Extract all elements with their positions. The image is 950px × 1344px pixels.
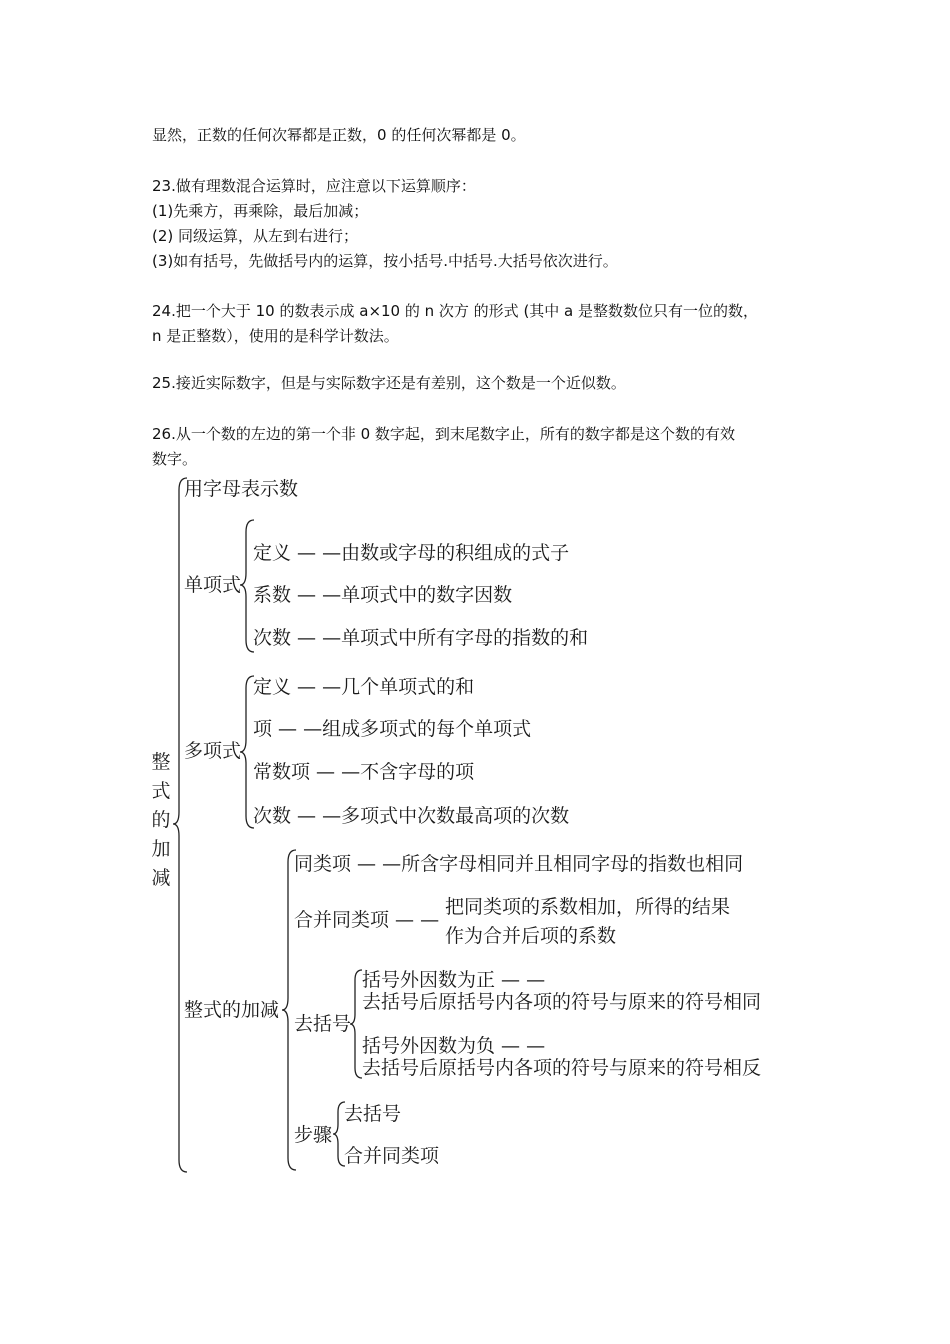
text-line: n 是正整数），使用的是科学计数法。 <box>152 327 399 345</box>
step-remove-brackets: 去括号 <box>344 1103 402 1125</box>
positive-factor-line-1: 括号外因数为正 — — <box>362 969 546 991</box>
text-line: (3)如有括号，先做括号内的运算，按小括号.中括号.大括号依次进行。 <box>152 252 618 270</box>
root-label-char: 加 <box>151 838 171 860</box>
text-line: 25.接近实际数字，但是与实际数字还是有差别，这个数是一个近似数。 <box>152 374 626 392</box>
brace-monomial <box>240 520 254 652</box>
steps-label: 步骤 <box>294 1124 333 1146</box>
root-label-char: 整 <box>151 751 171 773</box>
polynomial-label: 多项式 <box>184 740 242 762</box>
negative-factor-line-1: 括号外因数为负 — — <box>362 1035 546 1057</box>
step-combine-like-terms: 合并同类项 <box>344 1145 440 1167</box>
brace-remove-brackets <box>350 970 362 1078</box>
letters-node: 用字母表示数 <box>184 478 299 500</box>
text-line: 26.从一个数的左边的第一个非 0 数字起，到末尾数字止，所有的数字都是这个数的有效 <box>152 425 735 443</box>
remove-brackets-label: 去括号 <box>294 1013 352 1035</box>
polynomial-degree: 次数 — —多项式中次数最高项的次数 <box>253 805 570 827</box>
polynomial-definition: 定义 — —几个单项式的和 <box>253 676 475 698</box>
monomial-definition: 定义 — —由数或字母的积组成的式子 <box>253 542 570 564</box>
polynomial-term: 项 — —组成多项式的每个单项式 <box>253 718 532 740</box>
root-label-char: 式 <box>151 780 171 802</box>
text-line: 23.做有理数混合运算时，应注意以下运算顺序： <box>152 177 476 195</box>
positive-factor-line-2: 去括号后原括号内各项的符号与原来的符号相同 <box>362 991 762 1013</box>
brace-addsub <box>282 850 296 1170</box>
text-line: 24.把一个大于 10 的数表示成 a×10 的 n 次方 的形式 (其中 a 是整数数位只有一位的数， <box>152 302 759 320</box>
negative-factor-line-2: 去括号后原括号内各项的符号与原来的符号相反 <box>362 1057 762 1079</box>
monomial-coefficient: 系数 — —单项式中的数字因数 <box>253 584 513 606</box>
brace-polynomial <box>240 676 254 828</box>
polynomial-constant: 常数项 — —不含字母的项 <box>253 761 475 783</box>
combine-line-1: 把同类项的系数相加，所得的结果 <box>445 896 731 918</box>
monomial-label: 单项式 <box>184 574 242 596</box>
monomial-degree: 次数 — —单项式中所有字母的指数的和 <box>253 627 589 649</box>
combine-line-2: 作为合并后项的系数 <box>445 925 617 947</box>
text-line: (1)先乘方，再乘除，最后加减； <box>152 202 369 220</box>
text-line: (2) 同级运算，从左到右进行； <box>152 227 359 245</box>
text-line: 数字。 <box>152 450 198 468</box>
root-label-char: 减 <box>151 867 171 889</box>
root-label <box>150 748 172 893</box>
like-terms: 同类项 — —所含字母相同并且相同字母的指数也相同 <box>294 853 744 875</box>
text-line: 显然，正数的任何次幂都是正数，0 的任何次幂都是 0。 <box>152 126 526 144</box>
addsub-label: 整式的加减 <box>184 999 280 1021</box>
combine-label: 合并同类项 — — <box>294 909 440 931</box>
root-label-char: 的 <box>151 809 171 831</box>
